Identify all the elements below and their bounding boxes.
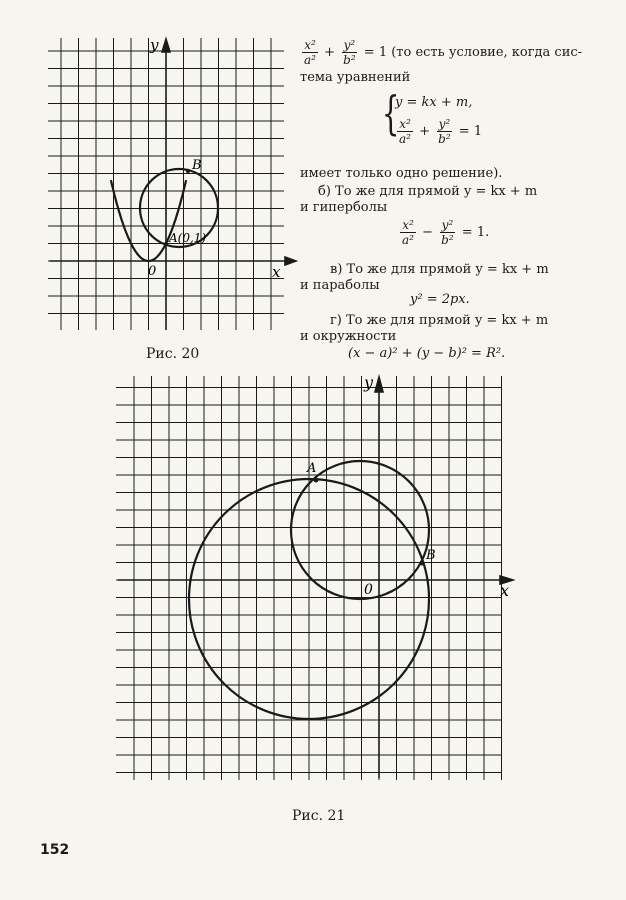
fig21-point-b: [420, 561, 425, 566]
equals-one: = 1: [458, 124, 483, 139]
fig21-label-origin: 0: [364, 582, 373, 598]
frac-x2-a2: [400, 218, 416, 247]
fig20-label-x: x: [272, 263, 281, 281]
figure-20: [40, 30, 300, 350]
item-v-line-2: и параболы: [300, 278, 380, 293]
frac-den: b²: [438, 132, 451, 146]
fig20-label-origin: 0: [148, 264, 157, 279]
system-line-1: y = kx + m,: [395, 95, 473, 110]
item-g-line-2: и окружности: [300, 329, 397, 344]
frac-num: x²: [402, 218, 414, 232]
system-line-2: [395, 117, 482, 146]
system-brace: {: [381, 86, 400, 140]
caption-figure-21: Рис. 21: [292, 808, 346, 824]
figure-21: [108, 368, 528, 788]
frac-x2-a2: [397, 117, 413, 146]
fig20-label-b: B: [192, 158, 202, 173]
frac-num: x²: [399, 117, 411, 131]
text-line-1: [300, 38, 582, 67]
text-line-2: тема уравнений: [300, 70, 411, 85]
fig21-point-a: [314, 478, 319, 483]
line1-rest: = 1 (то есть условие, когда сис-: [363, 45, 583, 60]
frac-den: b²: [343, 53, 356, 67]
caption-figure-20: Рис. 20: [146, 346, 200, 362]
page-number: 152: [40, 842, 70, 858]
fig21-label-a: A: [307, 461, 317, 476]
fig21-label-b: B: [426, 548, 436, 563]
item-v-line: в) То же для прямой y = kx + m: [330, 262, 549, 277]
frac-den: a²: [399, 132, 411, 146]
frac-num: y²: [343, 38, 356, 52]
frac-den: a²: [402, 233, 414, 247]
text-line-3: имеет только одно решение).: [300, 166, 503, 181]
fig20-label-y: y: [150, 36, 159, 54]
minus-sign: −: [422, 225, 434, 240]
fig20-label-a: A(0,1): [169, 231, 207, 245]
fig20-axes: [50, 39, 296, 330]
frac-num: x²: [304, 38, 316, 52]
parabola-equation: y² = 2px.: [410, 292, 470, 307]
frac-den: a²: [304, 53, 316, 67]
frac-y2-b2: [436, 117, 453, 146]
frac-num: y²: [438, 117, 451, 131]
hyperbola-equation: [398, 218, 489, 247]
fig20-point-a: [164, 242, 168, 246]
circle-equation: (x − a)² + (y − b)² = R².: [348, 346, 506, 361]
item-b-line-2: и гиперболы: [300, 200, 388, 215]
item-b-line: б) То же для прямой y = kx + m: [318, 184, 538, 199]
frac-y2-b2: [439, 218, 456, 247]
plus-sign: +: [324, 45, 336, 60]
plus-sign: +: [419, 124, 431, 139]
equals-one: = 1.: [461, 225, 490, 240]
fig20-point-b: [186, 169, 190, 173]
item-g-line: г) То же для прямой y = kx + m: [330, 313, 549, 328]
frac-y2-b2: [341, 38, 358, 67]
frac-num: y²: [441, 218, 454, 232]
fig21-label-x: x: [500, 581, 510, 600]
frac-x2-a2: [302, 38, 318, 67]
frac-den: b²: [441, 233, 454, 247]
fig21-label-y: y: [364, 373, 374, 392]
